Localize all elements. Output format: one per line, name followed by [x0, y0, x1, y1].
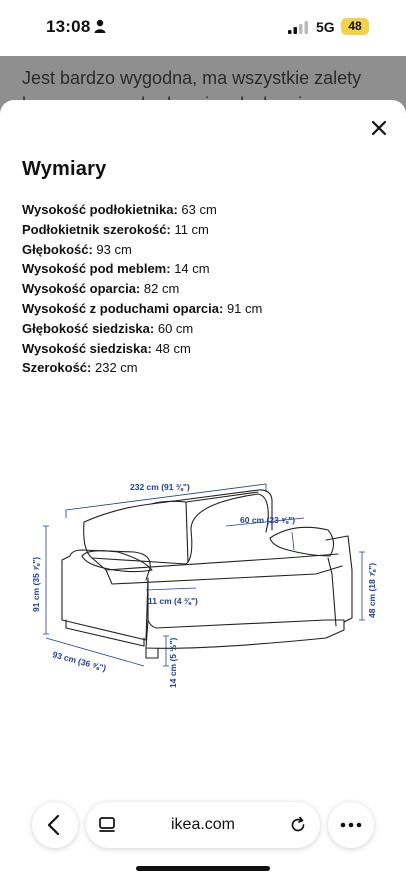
dimension-value: 82 cm [143, 281, 180, 297]
dimension-row [22, 339, 262, 359]
sofa-dimension-diagram [26, 470, 386, 730]
dimension-value: 48 cm [155, 340, 191, 356]
seat-depth-label: 60 cm (23 ⅝") [240, 515, 296, 525]
dimension-row [22, 240, 262, 260]
back-button[interactable] [32, 802, 78, 848]
dimension-label: Wysokość pod meblem: [22, 261, 171, 277]
more-button[interactable] [328, 802, 374, 848]
dimension-label: Wysokość siedziska: [22, 340, 152, 356]
dimension-label: Wysokość z poduchami oparcia: [22, 300, 224, 316]
dimension-value: 14 cm [174, 261, 210, 277]
battery-indicator: 48 [341, 18, 369, 35]
status-bar [0, 0, 406, 56]
background-product-text: Jest bardzo wygodna, ma wszystkie zalety [22, 68, 362, 88]
close-icon[interactable] [368, 117, 390, 139]
dimension-label: Szerokość: [22, 360, 92, 376]
seat-height-label: 48 cm (18 ⅞") [367, 562, 377, 618]
modal-title: Wymiary [22, 158, 107, 180]
dimension-value: 63 cm [181, 202, 217, 217]
address-bar[interactable] [86, 802, 320, 848]
dimension-row [22, 319, 262, 339]
sofa-drawing [62, 490, 352, 658]
dimension-row [22, 259, 262, 279]
url-text[interactable]: ikea.com [170, 816, 236, 833]
dimension-value: 93 cm [96, 241, 132, 257]
dimension-label: Wysokość podłokietnika: [22, 202, 178, 217]
back-arrow-icon [32, 802, 78, 848]
height-with-cushions-label: 91 cm (35 ⅞") [31, 556, 41, 612]
dimension-value: 91 cm [226, 300, 263, 316]
dimension-value: 11 cm [174, 221, 209, 237]
home-indicator [136, 866, 270, 871]
dimension-row [22, 220, 262, 240]
dimension-label: Głębokość siedziska: [22, 320, 155, 336]
armrest-width-label: 11 cm (4 ⅜") [148, 596, 198, 606]
dimension-label: Wysokość oparcia: [22, 281, 141, 297]
depth-label: 93 cm (36 ⅝") [51, 649, 108, 674]
dimension-label: Podłokietnik szerokość: [22, 221, 171, 237]
dimension-row [22, 299, 262, 319]
dimension-row [22, 200, 262, 220]
status-time: 13:08 [46, 17, 91, 36]
under-height-label: 14 cm (5 ½") [168, 637, 178, 688]
reload-icon[interactable] [288, 815, 308, 835]
width-label: 232 cm (91 ⅜") [130, 482, 190, 492]
dimension-row [22, 279, 262, 299]
network-label: 5G [316, 19, 335, 35]
dimension-value: 232 cm [95, 360, 138, 376]
more-icon [328, 802, 374, 848]
signal-icon [288, 21, 308, 34]
person-icon [94, 19, 106, 33]
dimension-value: 60 cm [157, 320, 194, 336]
dimensions-list [22, 200, 262, 378]
dimension-label: Głębokość: [22, 241, 93, 257]
dimension-row [22, 358, 262, 378]
